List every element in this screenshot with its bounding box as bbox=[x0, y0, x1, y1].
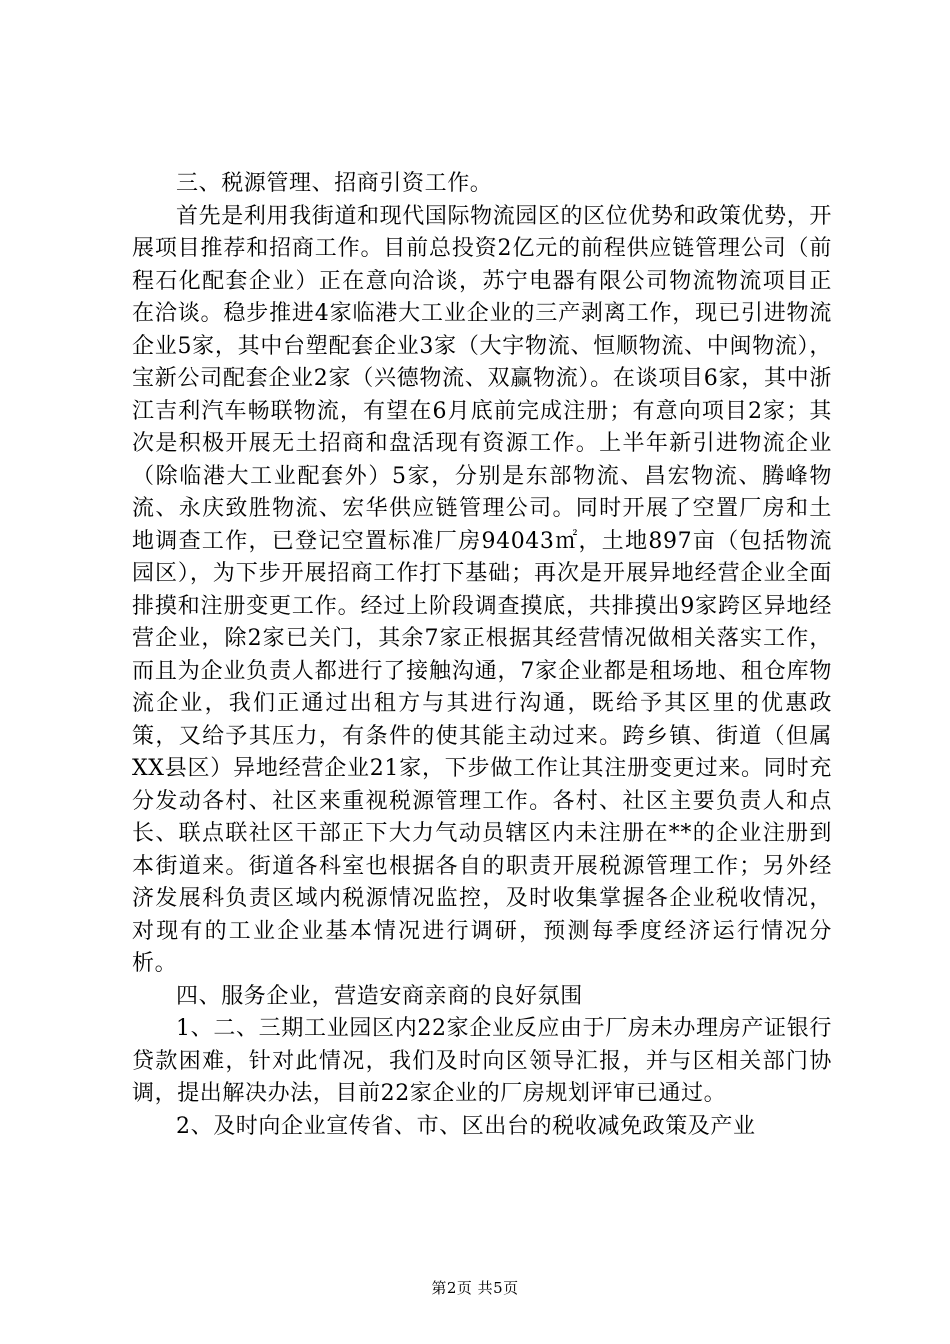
paragraph-item-2: 2、及时向企业宣传省、市、区出台的税收减免政策及产业 bbox=[176, 1113, 756, 1139]
page-footer: 第2页 共5页 bbox=[431, 1279, 519, 1297]
paragraph-investment-work: 首先是利用我街道和现代国际物流园区的区位优势和政策优势，开展项目推荐和招商工作。目前总投资2亿元的前程供应链管理公司（前程石化配套企业）正在意向洽谈，苏宁电器有限公司物流物流项目正在洽谈。稳步推进4家临港大工业企业的三产剥离工作，现已引进物流企业5家，其中台塑配套企业3家（大宇物流、恒顺物流、中闽物流），宝新公司配套企业2家（兴德物流、双赢物流）。在谈项目6家，其中浙江吉利汽车畅联物流，有望在6月底前完成注册；有意向项目2家；其次是积极开展无土招商和盘活现有资源工作。上半年新引进物流企业（除临港大工业配套外）5家，分别是东部物流、昌宏物流、腾峰物流、永庆致胜物流、宏华供应链管理公司。同时开展了空置厂房和土地调查工作，已登记空置标准厂房94043㎡，土地897亩（包括物流园区），为下步开展招商工作打下基础；再次是开展异地经营企业全面排摸和注册变更工作。经过上阶段调查摸底，共排摸出9家跨区异地经营企业，除2家已关门，其余7家正根据其经营情况做相关落实工作，而且为企业负责人都进行了接触沟通，7家企业都是租场地、租仓库物流企业，我们正通过出租方与其进行沟通，既给予其区里的优惠政策，又给予其压力，有条件的使其能主动过来。跨乡镇、街道（但属XX县区）异地经营企业21家，下步做工作让其注册变更过来。同时充分发动各村、社区来重视税源管理工作。各村、社区主要负责人和点长、联点联社区干部正下大力气动员辖区内未注册在**的企业注册到本街道来。街道各科室也根据各自的职责开展税源管理工作；另外经济发展科负责区域内税源情况监控，及时收集掌握各企业税收情况，对现有的工业企业基本情况进行调研，预测每季度经济运行情况分析。 bbox=[132, 203, 832, 976]
section-heading-tax-source: 三、税源管理、招商引资工作。 bbox=[176, 171, 493, 196]
paragraph-item-1: 1、二、三期工业园区内22家企业反应由于厂房未办理房产证银行贷款困难，针对此情况，我们及时向区领导汇报，并与区相关部门协调，提出解决办法，目前22家企业的厂房规划评审已通过。 bbox=[132, 1016, 832, 1106]
section-heading-enterprise-service: 四、服务企业，营造安商亲商的良好氛围 bbox=[176, 983, 583, 1009]
document-body bbox=[132, 168, 832, 1143]
